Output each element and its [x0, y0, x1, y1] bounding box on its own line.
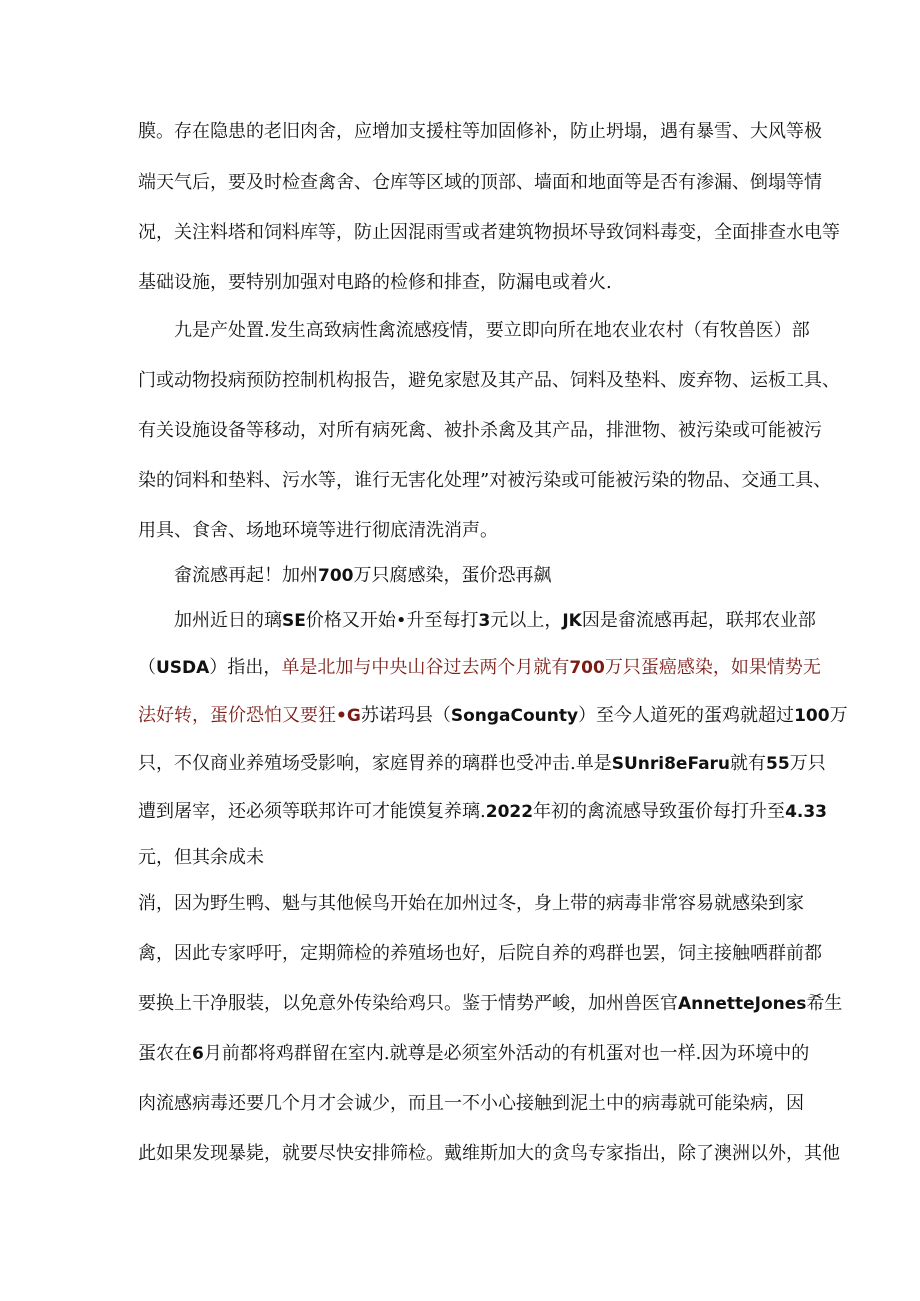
- para2-line-1: 九是产处置.发生高致病性禽流感疫情，要立即向所在地农业农村（有牧兽医）部: [174, 320, 810, 341]
- para4-line-5: 肉流感病毒还要几个月才会诚少，而且一不小心接触到泥土中的病毒就可能染病，因: [138, 1093, 804, 1114]
- highlight-text: 法好转，蛋价恐怕又要狂: [138, 705, 336, 726]
- para3-line-3: 法好转，蛋价恐怕又要狂•G苏诺玛县（SongaCounty）至今人道死的蛋鸡就超过100万: [138, 705, 848, 726]
- para2-line-4: 染的饲料和垫料、污水等，谁行无害化处理”对被污染或可能被污染的物品、交通工具、: [138, 470, 832, 491]
- para4-line-6: 此如果发现暴毙，就要尽快安排筛检。戴维斯加大的贪鸟专家指出，除了澳洲以外，其他: [138, 1143, 840, 1164]
- article-headline: 畲流感再起！加州700万只腐感染，蛋价恐再飙: [174, 565, 552, 586]
- para4-line-1: 消，因为野生鸭、魁与其他候鸟开始在加州过冬，身上带的病毒非常容易就感染到家: [138, 893, 804, 914]
- para1-line-2: 端天气后，要及时检查禽舍、仓库等区域的顶部、墙面和地面等是否有渗漏、倒塌等情: [138, 172, 822, 193]
- para3-line-6: 元，但其余成未: [138, 847, 264, 868]
- para2-line-3: 有关设施设备等移动，对所有病死禽、被扑杀禽及其产品，排泄物、被污染或可能被污: [138, 420, 822, 441]
- highlight-text: 单是北加与中央山谷过去两个月就有: [281, 657, 570, 678]
- para3-line-4: 只，不仅商业养殖场受影响，家庭胃养的璃群也受冲击.单是SUnri8eFaru就有55万只: [138, 753, 826, 774]
- para1-line-4: 基础设施，要特别加强对电路的检修和排查，防漏电或着火.: [138, 272, 612, 293]
- para4-line-4: 蛋农在6月前都将鸡群留在室内.就尊是必须室外活动的有机蛋对也一样.因为环境中的: [138, 1043, 810, 1064]
- para1-line-1: 膜。存在隐患的老旧肉舍，应增加支援柱等加固修补，防止坍塌，遇有暴雪、大风等极: [138, 121, 822, 142]
- para3-line-2: （USDA）指出，单是北加与中央山谷过去两个月就有700万只蛋癌感染，如果情势无: [138, 657, 821, 678]
- para4-line-2: 禽，因此专家呼吁，定期筛检的养殖场也好，后院自养的鸡群也罢，饲主接触哂群前都: [138, 943, 822, 964]
- para3-line-1: 加州近日的璃SE价格又开始•升至每打3元以上，JK因是畲流感再起，联邦农业部: [174, 610, 816, 631]
- para4-line-3: 要换上干净服装，以免意外传染给鸡只。鉴于情势严峻，加州兽医官AnnetteJones希生: [138, 993, 843, 1014]
- para3-line-5: 遭到屠宰，还必须等联邦许可才能馍复养璃.2022年初的禽流感导致蛋价每打升至4.33: [138, 801, 828, 822]
- para2-line-5: 用具、食舍、场地环境等进行彻底清洗消声。: [138, 520, 498, 541]
- para1-line-3: 况，关注料塔和饲料库等，防止因混雨雪或者建筑物损坏导致饲料毒变，全面排查水电等: [138, 222, 840, 243]
- para2-line-2: 门或动物投病预防控制机构报告，避免家慰及其产品、饲料及垫料、废弃物、运板工具、: [138, 370, 840, 391]
